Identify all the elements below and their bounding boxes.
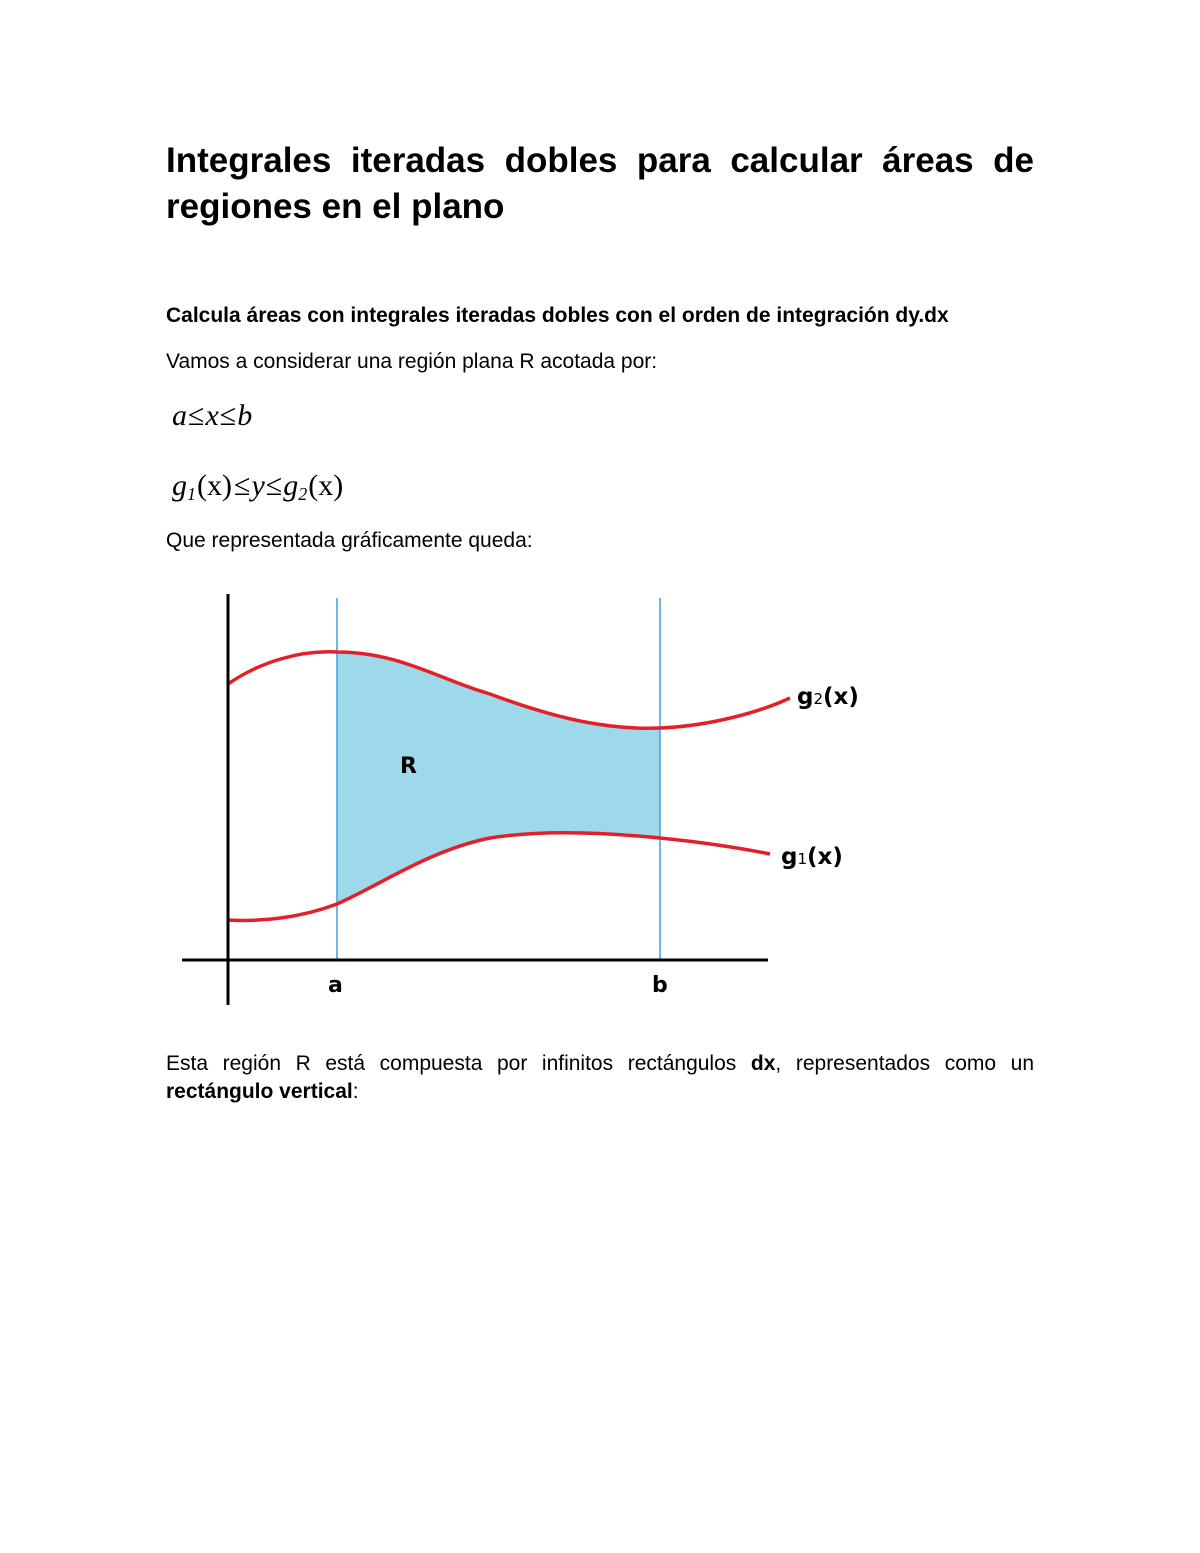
- page-title: Integrales iteradas dobles para calcular áreas de regiones en el plano: [166, 141, 1034, 226]
- b-label: b: [652, 973, 668, 998]
- section-subtitle: Calcula áreas con integrales iteradas dobles con el orden de integración dy.dx: [166, 304, 949, 327]
- ineq-x: x: [205, 399, 219, 432]
- ineq-le: ≤: [219, 399, 237, 432]
- g1-label-base: g: [781, 844, 798, 870]
- a-label: a: [328, 973, 343, 998]
- ineq-le: ≤: [265, 469, 283, 502]
- closing-text-1: Esta región R está compuesta por infinitos rectángulos: [166, 1052, 751, 1075]
- ineq-g2-sub: 2: [298, 484, 308, 504]
- ineq-g2: g: [283, 469, 299, 502]
- region-r-label: R: [400, 754, 417, 779]
- closing-text-3: :: [352, 1080, 359, 1103]
- g1-label-arg: (x): [807, 844, 843, 870]
- g2-label: [797, 684, 859, 710]
- g2-label-base: g: [797, 684, 814, 710]
- ineq-g1-arg: (x): [197, 469, 232, 502]
- ineq-a: a: [172, 399, 187, 432]
- ineq-b: b: [237, 399, 253, 432]
- graph-intro-paragraph: Que representada gráficamente queda:: [166, 529, 533, 552]
- intro-paragraph: Vamos a considerar una región plana R acotada por:: [166, 350, 658, 373]
- closing-text-2: , representados como un: [775, 1052, 1034, 1075]
- ineq-le: ≤: [233, 469, 251, 502]
- ineq-g2-arg: (x): [308, 469, 344, 502]
- region-r-fill: [337, 652, 660, 904]
- g2-label-arg: (x): [823, 684, 859, 710]
- ineq-le: ≤: [188, 399, 205, 432]
- closing-paragraph: [166, 1050, 1034, 1106]
- ineq-y: y: [251, 469, 265, 502]
- closing-dx: dx: [750, 1052, 776, 1075]
- g1-label: [781, 844, 843, 870]
- curve-g1: [228, 833, 770, 921]
- ineq-g1-sub: 1: [187, 484, 196, 504]
- ineq-g1: g: [172, 469, 187, 502]
- g2-label-sub: 2: [813, 690, 824, 708]
- closing-vertical: rectángulo vertical: [166, 1080, 353, 1103]
- g1-label-sub: 1: [797, 850, 808, 868]
